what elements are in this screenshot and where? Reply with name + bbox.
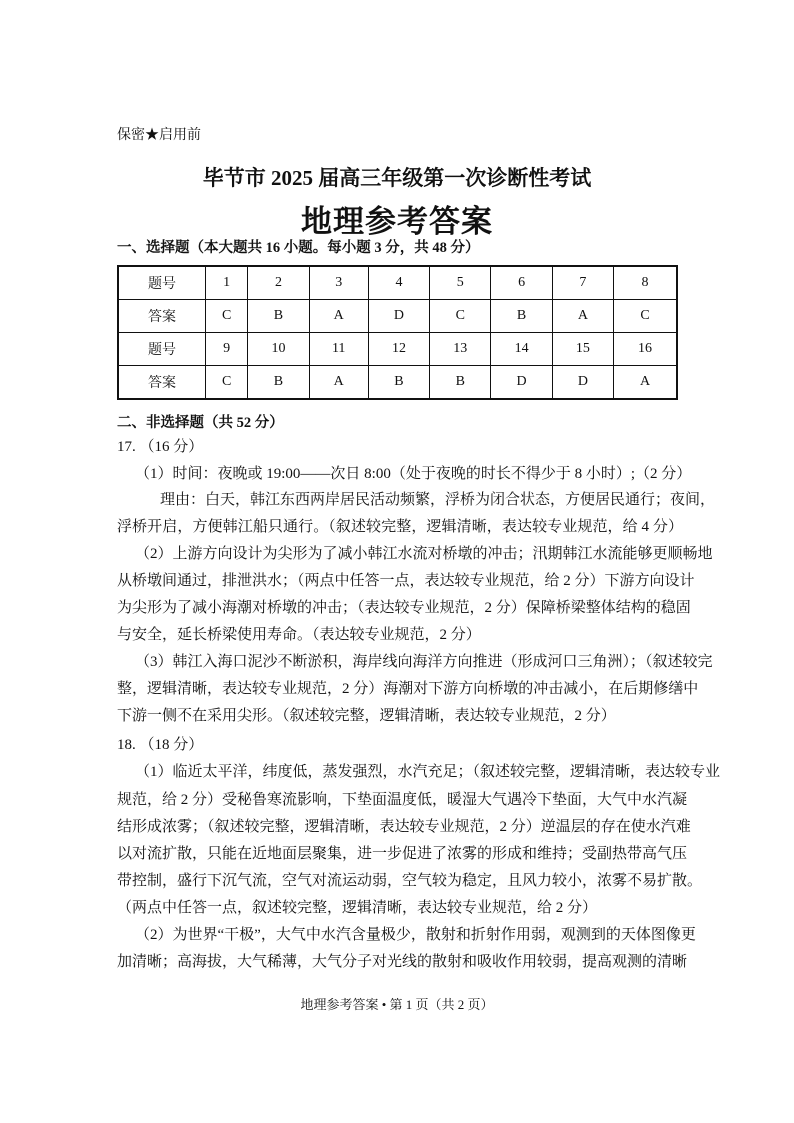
table-cell: C xyxy=(206,366,248,400)
table-cell: 3 xyxy=(309,266,368,300)
answer-line: 与安全，延长桥梁使用寿命。（表达较专业规范，2 分） xyxy=(117,627,481,643)
answer-line: 从桥墩间通过，排泄洪水；（两点中任答一点，表达较专业规范，给 2 分）下游方向设计 xyxy=(117,573,695,589)
table-cell: 2 xyxy=(248,266,309,300)
table-cell: A xyxy=(614,366,677,400)
answer-line: 带控制，盛行下沉气流，空气对流运动弱，空气较为稳定，且风力较小，浓雾不易扩散。 xyxy=(117,873,703,889)
answer-line: （2）为世界“干极”，大气中水汽含量极少，散射和折射作用弱，观测到的天体图像更 xyxy=(135,927,696,943)
table-cell: A xyxy=(309,300,368,333)
table-row xyxy=(118,266,677,300)
section2-heading: 二、非选择题（共 52 分） xyxy=(117,415,284,431)
answer-line: 规范，给 2 分）受秘鲁寒流影响，下垫面温度低，暖湿大气遇冷下垫面，大气中水汽凝 xyxy=(117,792,688,808)
answer-line: 下游一侧不在采用尖形。（叙述较完整，逻辑清晰，表达较专业规范，2 分） xyxy=(117,708,616,724)
table-cell: 6 xyxy=(491,266,552,300)
answer-line: 加清晰；高海拔，大气稀薄，大气分子对光线的散射和吸收作用较弱，提高观测的清晰 xyxy=(117,954,688,970)
table-cell: B xyxy=(248,366,309,400)
table-row xyxy=(118,300,677,333)
table-cell: D xyxy=(368,300,429,333)
table-cell: B xyxy=(430,366,491,400)
table-cell: C xyxy=(206,300,248,333)
answer-line: （两点中任答一点，叙述较完整，逻辑清晰，表达较专业规范，给 2 分） xyxy=(117,900,598,916)
answer-line: 理由：白天，韩江东西两岸居民活动频繁，浮桥为闭合状态，方便居民通行；夜间， xyxy=(160,492,716,508)
table-cell: 10 xyxy=(248,333,309,366)
table-cell: A xyxy=(552,300,613,333)
answer-line: 结形成浓雾；（叙述较完整，逻辑清晰，表达较专业规范，2 分）逆温层的存在使水汽难 xyxy=(117,819,691,835)
table-cell: 7 xyxy=(552,266,613,300)
answer-line: 以对流扩散，只能在近地面层聚集，进一步促进了浓雾的形成和维持；受副热带高气压 xyxy=(117,846,688,862)
section1-heading: 一、选择题（本大题共 16 小题。每小题 3 分，共 48 分） xyxy=(117,240,480,256)
answer-line: （3）韩江入海口泥沙不断淤积，海岸线向海洋方向推进（形成河口三角洲）；（叙述较完 xyxy=(135,654,713,670)
table-cell: 12 xyxy=(368,333,429,366)
answer-line: （2）上游方向设计为尖形为了减小韩江水流对桥墩的冲击；汛期韩江水流能够更顺畅地 xyxy=(135,546,713,562)
table-cell: 9 xyxy=(206,333,248,366)
table-cell: 16 xyxy=(614,333,677,366)
row-label: 答案 xyxy=(118,300,206,333)
table-row xyxy=(118,333,677,366)
answer-table xyxy=(117,265,678,400)
table-cell: 8 xyxy=(614,266,677,300)
confidential-label: 保密★启用前 xyxy=(117,128,201,143)
table-cell: A xyxy=(309,366,368,400)
table-row xyxy=(118,366,677,400)
table-cell: B xyxy=(248,300,309,333)
table-cell: D xyxy=(491,366,552,400)
table-cell: 1 xyxy=(206,266,248,300)
page-title: 地理参考答案 xyxy=(301,204,493,239)
table-cell: C xyxy=(614,300,677,333)
table-cell: 11 xyxy=(309,333,368,366)
answer-line: 整，逻辑清晰，表达较专业规范，2 分）海潮对下游方向桥墩的冲击减小，在后期修缮中 xyxy=(117,681,699,697)
table-cell: D xyxy=(552,366,613,400)
answer-line: 17. （16 分） xyxy=(117,439,204,455)
table-cell: B xyxy=(368,366,429,400)
table-cell: B xyxy=(491,300,552,333)
row-label: 答案 xyxy=(118,366,206,400)
exam-title: 毕节市 2025 届高三年级第一次诊断性考试 xyxy=(202,166,592,190)
answer-line: 浮桥开启，方便韩江船只通行。（叙述较完整，逻辑清晰，表达较专业规范，给 4 分） xyxy=(117,519,683,535)
answer-line: （1）时间：夜晚或 19:00——次日 8:00（处于夜晚的时长不得少于 8 小时）;（2 分） xyxy=(135,466,692,482)
row-label: 题号 xyxy=(118,333,206,366)
answer-line: （1）临近太平洋，纬度低，蒸发强烈，水汽充足；（叙述较完整，逻辑清晰，表达较专业 xyxy=(135,764,721,780)
row-label: 题号 xyxy=(118,266,206,300)
table-cell: 14 xyxy=(491,333,552,366)
table-cell: 4 xyxy=(368,266,429,300)
table-cell: 5 xyxy=(430,266,491,300)
answer-line: 18. （18 分） xyxy=(117,737,204,753)
table-cell: C xyxy=(430,300,491,333)
page-footer: 地理参考答案 • 第 1 页（共 2 页） xyxy=(300,997,494,1012)
table-cell: 15 xyxy=(552,333,613,366)
table-cell: 13 xyxy=(430,333,491,366)
answer-line: 为尖形为了减小海潮对桥墩的冲击；（表达较专业规范，2 分）保障桥梁整体结构的稳固 xyxy=(117,600,691,616)
